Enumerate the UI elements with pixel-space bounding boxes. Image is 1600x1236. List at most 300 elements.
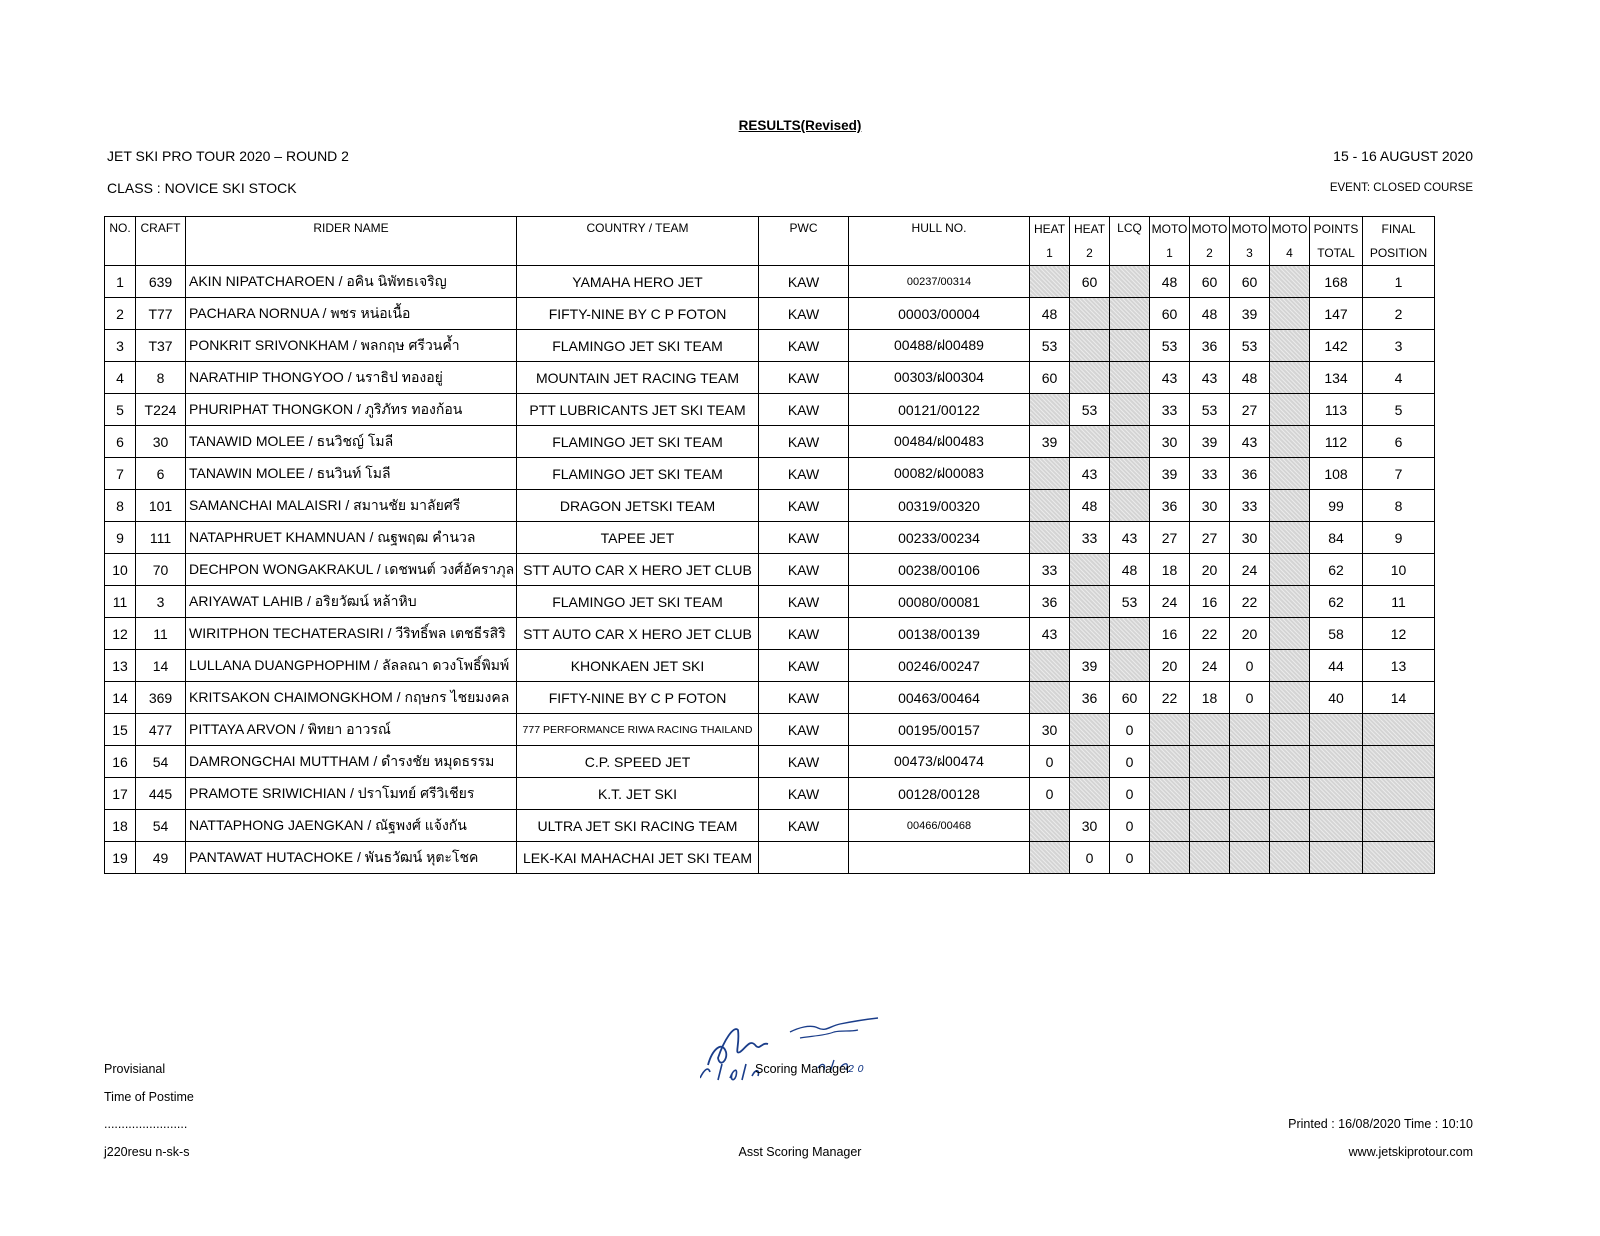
cell-team: STT AUTO CAR X HERO JET CLUB (517, 554, 759, 586)
cell-lcq (1110, 490, 1150, 522)
cell-rider-name: NATAPHRUET KHAMNUAN / ณฐพฤฒ คำนวล (186, 522, 517, 554)
cell-moto2 (1190, 714, 1230, 746)
cell-hull-no: 00233/00234 (849, 522, 1030, 554)
col-final-header: FINAL (1363, 217, 1435, 242)
cell-hull-no: 00237/00314 (849, 266, 1030, 298)
cell-moto1: 60 (1150, 298, 1190, 330)
table-row (105, 586, 1435, 618)
cell-heat1 (1030, 266, 1070, 298)
cell-moto4 (1270, 586, 1310, 618)
col-moto3-header: MOTO (1230, 217, 1270, 242)
table-row (105, 714, 1435, 746)
col-moto3-subheader: 3 (1230, 241, 1270, 266)
cell-lcq: 0 (1110, 810, 1150, 842)
cell-heat1 (1030, 458, 1070, 490)
col-no-header: NO. (105, 217, 136, 266)
cell-heat1: 0 (1030, 746, 1070, 778)
scoring-manager-label: Scoring Manager (755, 1062, 851, 1076)
cell-craft: 70 (136, 554, 186, 586)
cell-moto3: 24 (1230, 554, 1270, 586)
cell-team: YAMAHA HERO JET (517, 266, 759, 298)
cell-heat1 (1030, 682, 1070, 714)
cell-moto4 (1270, 266, 1310, 298)
cell-moto4 (1270, 394, 1310, 426)
cell-moto3: 30 (1230, 522, 1270, 554)
table-row (105, 682, 1435, 714)
cell-points-total (1310, 810, 1363, 842)
cell-pwc: KAW (759, 522, 849, 554)
cell-points-total (1310, 842, 1363, 874)
cell-hull-no: 00303/ฝ00304 (849, 362, 1030, 394)
cell-lcq: 60 (1110, 682, 1150, 714)
cell-moto1: 16 (1150, 618, 1190, 650)
cell-lcq (1110, 426, 1150, 458)
cell-pwc: KAW (759, 394, 849, 426)
cell-moto1 (1150, 842, 1190, 874)
cell-no: 2 (105, 298, 136, 330)
cell-heat2 (1070, 586, 1110, 618)
cell-heat1: 33 (1030, 554, 1070, 586)
col-heat2-header: HEAT (1070, 217, 1110, 242)
cell-moto1: 30 (1150, 426, 1190, 458)
cell-craft: 445 (136, 778, 186, 810)
document-code: j220resu n-sk-s (104, 1145, 190, 1159)
cell-heat1: 53 (1030, 330, 1070, 362)
cell-heat2: 33 (1070, 522, 1110, 554)
col-moto2-header: MOTO (1190, 217, 1230, 242)
event-name: JET SKI PRO TOUR 2020 – ROUND 2 (107, 148, 349, 164)
cell-lcq (1110, 458, 1150, 490)
cell-heat1 (1030, 650, 1070, 682)
cell-moto4 (1270, 362, 1310, 394)
cell-pwc (759, 842, 849, 874)
cell-points-total (1310, 746, 1363, 778)
col-moto1-subheader: 1 (1150, 241, 1190, 266)
cell-heat2: 48 (1070, 490, 1110, 522)
cell-moto3 (1230, 714, 1270, 746)
postime-blank: ........................ (104, 1117, 188, 1131)
cell-no: 8 (105, 490, 136, 522)
cell-final-position: 4 (1363, 362, 1435, 394)
cell-no: 10 (105, 554, 136, 586)
cell-rider-name: TANAWID MOLEE / ธนวิชญ์ โมลี (186, 426, 517, 458)
cell-team: FLAMINGO JET SKI TEAM (517, 586, 759, 618)
cell-team: FLAMINGO JET SKI TEAM (517, 330, 759, 362)
cell-heat1 (1030, 810, 1070, 842)
col-hull-header: HULL NO. (849, 217, 1030, 266)
cell-craft: 14 (136, 650, 186, 682)
cell-rider-name: PITTAYA ARVON / พิทยา อาวรณ์ (186, 714, 517, 746)
cell-points-total (1310, 778, 1363, 810)
cell-team: FIFTY-NINE BY C P FOTON (517, 298, 759, 330)
cell-final-position: 9 (1363, 522, 1435, 554)
cell-final-position: 1 (1363, 266, 1435, 298)
cell-moto4 (1270, 842, 1310, 874)
cell-final-position: 12 (1363, 618, 1435, 650)
cell-moto2: 33 (1190, 458, 1230, 490)
cell-heat1: 0 (1030, 778, 1070, 810)
cell-rider-name: NARATHIP THONGYOO / นราธิป ทองอยู่ (186, 362, 517, 394)
cell-pwc: KAW (759, 746, 849, 778)
cell-rider-name: AKIN NIPATCHAROEN / อคิน นิพัทธเจริญ (186, 266, 517, 298)
table-row (105, 778, 1435, 810)
cell-moto2 (1190, 842, 1230, 874)
cell-moto1: 27 (1150, 522, 1190, 554)
cell-no: 11 (105, 586, 136, 618)
cell-moto1: 33 (1150, 394, 1190, 426)
cell-lcq: 0 (1110, 778, 1150, 810)
table-row (105, 810, 1435, 842)
cell-final-position (1363, 714, 1435, 746)
cell-moto1: 24 (1150, 586, 1190, 618)
cell-points-total (1310, 714, 1363, 746)
cell-hull-no: 00195/00157 (849, 714, 1030, 746)
cell-team: MOUNTAIN JET RACING TEAM (517, 362, 759, 394)
cell-team: K.T. JET SKI (517, 778, 759, 810)
cell-moto1: 20 (1150, 650, 1190, 682)
cell-moto4 (1270, 458, 1310, 490)
cell-heat2 (1070, 426, 1110, 458)
cell-final-position (1363, 778, 1435, 810)
cell-craft: 3 (136, 586, 186, 618)
cell-no: 16 (105, 746, 136, 778)
cell-craft: T224 (136, 394, 186, 426)
cell-final-position: 6 (1363, 426, 1435, 458)
cell-no: 4 (105, 362, 136, 394)
cell-lcq: 53 (1110, 586, 1150, 618)
cell-team: FLAMINGO JET SKI TEAM (517, 426, 759, 458)
cell-rider-name: TANAWIN MOLEE / ธนวินท์ โมลี (186, 458, 517, 490)
cell-heat1 (1030, 394, 1070, 426)
col-rider-header: RIDER NAME (186, 217, 517, 266)
table-row (105, 554, 1435, 586)
cell-hull-no (849, 842, 1030, 874)
cell-moto4 (1270, 298, 1310, 330)
cell-pwc: KAW (759, 810, 849, 842)
cell-moto1: 18 (1150, 554, 1190, 586)
cell-moto4 (1270, 650, 1310, 682)
cell-heat1: 30 (1030, 714, 1070, 746)
cell-hull-no: 00003/00004 (849, 298, 1030, 330)
cell-rider-name: WIRITPHON TECHATERASIRI / วีริทธิ์พล เตชธีรสิริ (186, 618, 517, 650)
table-row (105, 842, 1435, 874)
cell-moto1: 36 (1150, 490, 1190, 522)
cell-pwc: KAW (759, 554, 849, 586)
cell-moto3 (1230, 746, 1270, 778)
cell-craft: 477 (136, 714, 186, 746)
cell-hull-no: 00466/00468 (849, 810, 1030, 842)
cell-heat2 (1070, 298, 1110, 330)
cell-moto2: 24 (1190, 650, 1230, 682)
cell-team: LEK-KAI MAHACHAI JET SKI TEAM (517, 842, 759, 874)
cell-points-total: 113 (1310, 394, 1363, 426)
table-row (105, 426, 1435, 458)
cell-moto2 (1190, 810, 1230, 842)
cell-lcq: 0 (1110, 746, 1150, 778)
cell-moto1: 22 (1150, 682, 1190, 714)
cell-lcq: 43 (1110, 522, 1150, 554)
cell-no: 18 (105, 810, 136, 842)
cell-moto2: 53 (1190, 394, 1230, 426)
cell-moto3: 27 (1230, 394, 1270, 426)
cell-final-position: 8 (1363, 490, 1435, 522)
cell-points-total: 84 (1310, 522, 1363, 554)
cell-moto4 (1270, 682, 1310, 714)
cell-moto2: 16 (1190, 586, 1230, 618)
table-row (105, 394, 1435, 426)
cell-heat2: 39 (1070, 650, 1110, 682)
cell-hull-no: 00319/00320 (849, 490, 1030, 522)
cell-pwc: KAW (759, 490, 849, 522)
cell-lcq: 0 (1110, 714, 1150, 746)
event-date: 15 - 16 AUGUST 2020 (1333, 148, 1473, 164)
cell-moto2: 36 (1190, 330, 1230, 362)
cell-pwc: KAW (759, 778, 849, 810)
cell-final-position: 3 (1363, 330, 1435, 362)
cell-heat2 (1070, 778, 1110, 810)
cell-moto2: 39 (1190, 426, 1230, 458)
cell-points-total: 134 (1310, 362, 1363, 394)
cell-no: 17 (105, 778, 136, 810)
cell-hull-no: 00138/00139 (849, 618, 1030, 650)
col-heat1-header: HEAT (1030, 217, 1070, 242)
cell-moto3: 53 (1230, 330, 1270, 362)
race-class: CLASS : NOVICE SKI STOCK (107, 180, 297, 196)
table-row (105, 522, 1435, 554)
cell-heat1 (1030, 490, 1070, 522)
cell-moto4 (1270, 746, 1310, 778)
table-row (105, 298, 1435, 330)
cell-rider-name: LULLANA DUANGPHOPHIM / ลัลลณา ดวงโพธิ์พิมพ์ (186, 650, 517, 682)
col-lcq-header: LCQ (1110, 217, 1150, 266)
time-of-postime-label: Time of Postime (104, 1090, 194, 1104)
cell-moto4 (1270, 714, 1310, 746)
cell-moto2: 43 (1190, 362, 1230, 394)
cell-points-total: 112 (1310, 426, 1363, 458)
cell-final-position (1363, 810, 1435, 842)
cell-moto1 (1150, 810, 1190, 842)
cell-moto2: 60 (1190, 266, 1230, 298)
cell-rider-name: PHURIPHAT THONGKON / ภูริภัทร ทองก้อน (186, 394, 517, 426)
cell-moto4 (1270, 330, 1310, 362)
cell-final-position: 13 (1363, 650, 1435, 682)
cell-moto2: 27 (1190, 522, 1230, 554)
cell-moto1: 53 (1150, 330, 1190, 362)
col-moto4-subheader: 4 (1270, 241, 1310, 266)
col-final-subheader: POSITION (1363, 241, 1435, 266)
table-row (105, 490, 1435, 522)
cell-moto2: 18 (1190, 682, 1230, 714)
cell-points-total: 62 (1310, 554, 1363, 586)
cell-no: 15 (105, 714, 136, 746)
cell-pwc: KAW (759, 682, 849, 714)
cell-team: ULTRA JET SKI RACING TEAM (517, 810, 759, 842)
cell-rider-name: PACHARA NORNUA / พชร หน่อเนื้อ (186, 298, 517, 330)
cell-moto3: 22 (1230, 586, 1270, 618)
cell-points-total: 108 (1310, 458, 1363, 490)
cell-team: PTT LUBRICANTS JET SKI TEAM (517, 394, 759, 426)
cell-moto4 (1270, 618, 1310, 650)
cell-hull-no: 00128/00128 (849, 778, 1030, 810)
cell-moto1 (1150, 746, 1190, 778)
results-table (104, 216, 1435, 874)
cell-rider-name: KRITSAKON CHAIMONGKHOM / กฤษกร ไชยมงคล (186, 682, 517, 714)
cell-heat2: 36 (1070, 682, 1110, 714)
cell-craft: T77 (136, 298, 186, 330)
col-points-header: POINTS (1310, 217, 1363, 242)
cell-heat2 (1070, 714, 1110, 746)
cell-moto3: 0 (1230, 650, 1270, 682)
cell-moto3: 36 (1230, 458, 1270, 490)
cell-pwc: KAW (759, 618, 849, 650)
cell-lcq (1110, 650, 1150, 682)
col-team-header: COUNTRY / TEAM (517, 217, 759, 266)
cell-moto3: 33 (1230, 490, 1270, 522)
cell-lcq (1110, 394, 1150, 426)
cell-no: 9 (105, 522, 136, 554)
cell-craft: 111 (136, 522, 186, 554)
cell-heat1: 48 (1030, 298, 1070, 330)
cell-moto3: 0 (1230, 682, 1270, 714)
cell-rider-name: DECHPON WONGAKRAKUL / เดชพนต์ วงศ์อัคราภุล (186, 554, 517, 586)
cell-no: 5 (105, 394, 136, 426)
cell-hull-no: 00463/00464 (849, 682, 1030, 714)
cell-final-position (1363, 746, 1435, 778)
cell-final-position: 7 (1363, 458, 1435, 490)
cell-pwc: KAW (759, 362, 849, 394)
cell-moto1: 48 (1150, 266, 1190, 298)
cell-pwc: KAW (759, 266, 849, 298)
cell-moto4 (1270, 778, 1310, 810)
cell-team: FIFTY-NINE BY C P FOTON (517, 682, 759, 714)
cell-heat2: 53 (1070, 394, 1110, 426)
cell-heat2: 60 (1070, 266, 1110, 298)
cell-craft: 101 (136, 490, 186, 522)
cell-hull-no: 00246/00247 (849, 650, 1030, 682)
cell-moto2: 48 (1190, 298, 1230, 330)
cell-heat2: 43 (1070, 458, 1110, 490)
cell-heat1: 60 (1030, 362, 1070, 394)
cell-hull-no: 00080/00081 (849, 586, 1030, 618)
cell-craft: 639 (136, 266, 186, 298)
cell-rider-name: ARIYAWAT LAHIB / อริยวัฒน์ หล้าหิบ (186, 586, 517, 618)
cell-no: 7 (105, 458, 136, 490)
cell-moto3: 43 (1230, 426, 1270, 458)
cell-pwc: KAW (759, 586, 849, 618)
cell-moto1 (1150, 714, 1190, 746)
cell-hull-no: 00121/00122 (849, 394, 1030, 426)
cell-moto2: 22 (1190, 618, 1230, 650)
cell-moto1: 43 (1150, 362, 1190, 394)
cell-heat1: 36 (1030, 586, 1070, 618)
col-moto4-header: MOTO (1270, 217, 1310, 242)
asst-scoring-manager-label: Asst Scoring Manager (738, 1145, 862, 1159)
cell-heat2 (1070, 362, 1110, 394)
cell-hull-no: 00484/ฝ00483 (849, 426, 1030, 458)
cell-pwc: KAW (759, 650, 849, 682)
cell-rider-name: NATTAPHONG JAENGKAN / ณัฐพงศ์ แจ้งกัน (186, 810, 517, 842)
cell-no: 6 (105, 426, 136, 458)
cell-lcq: 48 (1110, 554, 1150, 586)
cell-final-position: 14 (1363, 682, 1435, 714)
cell-craft: 6 (136, 458, 186, 490)
cell-team: STT AUTO CAR X HERO JET CLUB (517, 618, 759, 650)
results-title: RESULTS(Revised) (738, 118, 862, 133)
cell-team: FLAMINGO JET SKI TEAM (517, 458, 759, 490)
cell-moto3: 39 (1230, 298, 1270, 330)
cell-final-position: 10 (1363, 554, 1435, 586)
table-row (105, 458, 1435, 490)
table-row (105, 650, 1435, 682)
cell-points-total: 142 (1310, 330, 1363, 362)
cell-moto1 (1150, 778, 1190, 810)
cell-moto2 (1190, 778, 1230, 810)
cell-moto2: 30 (1190, 490, 1230, 522)
cell-craft: 49 (136, 842, 186, 874)
cell-craft: T37 (136, 330, 186, 362)
cell-heat2 (1070, 618, 1110, 650)
cell-lcq (1110, 266, 1150, 298)
cell-lcq (1110, 298, 1150, 330)
cell-heat1 (1030, 842, 1070, 874)
col-points-subheader: TOTAL (1310, 241, 1363, 266)
svg-text:2 0: 2 0 (848, 1064, 864, 1075)
cell-craft: 54 (136, 810, 186, 842)
col-craft-header: CRAFT (136, 217, 186, 266)
cell-moto4 (1270, 810, 1310, 842)
cell-moto3 (1230, 810, 1270, 842)
cell-moto3: 60 (1230, 266, 1270, 298)
cell-no: 19 (105, 842, 136, 874)
cell-pwc: KAW (759, 330, 849, 362)
cell-moto3 (1230, 842, 1270, 874)
cell-moto3: 20 (1230, 618, 1270, 650)
cell-heat1 (1030, 522, 1070, 554)
cell-final-position (1363, 842, 1435, 874)
cell-moto4 (1270, 522, 1310, 554)
cell-hull-no: 00473/ฝ00474 (849, 746, 1030, 778)
cell-hull-no: 00082/ฝ00083 (849, 458, 1030, 490)
cell-final-position: 2 (1363, 298, 1435, 330)
cell-heat2 (1070, 554, 1110, 586)
cell-heat2 (1070, 330, 1110, 362)
cell-points-total: 147 (1310, 298, 1363, 330)
cell-heat2: 30 (1070, 810, 1110, 842)
cell-heat2 (1070, 746, 1110, 778)
cell-rider-name: PANTAWAT HUTACHOKE / พันธวัฒน์ หุตะโชค (186, 842, 517, 874)
cell-heat1: 39 (1030, 426, 1070, 458)
cell-craft: 8 (136, 362, 186, 394)
cell-rider-name: PONKRIT SRIVONKHAM / พลกฤษ ศรีวนค้ำ (186, 330, 517, 362)
cell-moto4 (1270, 426, 1310, 458)
cell-moto4 (1270, 490, 1310, 522)
cell-craft: 11 (136, 618, 186, 650)
cell-moto2 (1190, 746, 1230, 778)
table-row (105, 362, 1435, 394)
table-row (105, 266, 1435, 298)
cell-team: 777 PERFORMANCE RIWA RACING THAILAND (517, 714, 759, 746)
cell-heat1: 43 (1030, 618, 1070, 650)
cell-craft: 369 (136, 682, 186, 714)
col-moto1-header: MOTO (1150, 217, 1190, 242)
cell-hull-no: 00238/00106 (849, 554, 1030, 586)
cell-team: KHONKAEN JET SKI (517, 650, 759, 682)
cell-points-total: 168 (1310, 266, 1363, 298)
cell-moto1: 39 (1150, 458, 1190, 490)
cell-no: 3 (105, 330, 136, 362)
col-moto2-subheader: 2 (1190, 241, 1230, 266)
cell-lcq: 0 (1110, 842, 1150, 874)
